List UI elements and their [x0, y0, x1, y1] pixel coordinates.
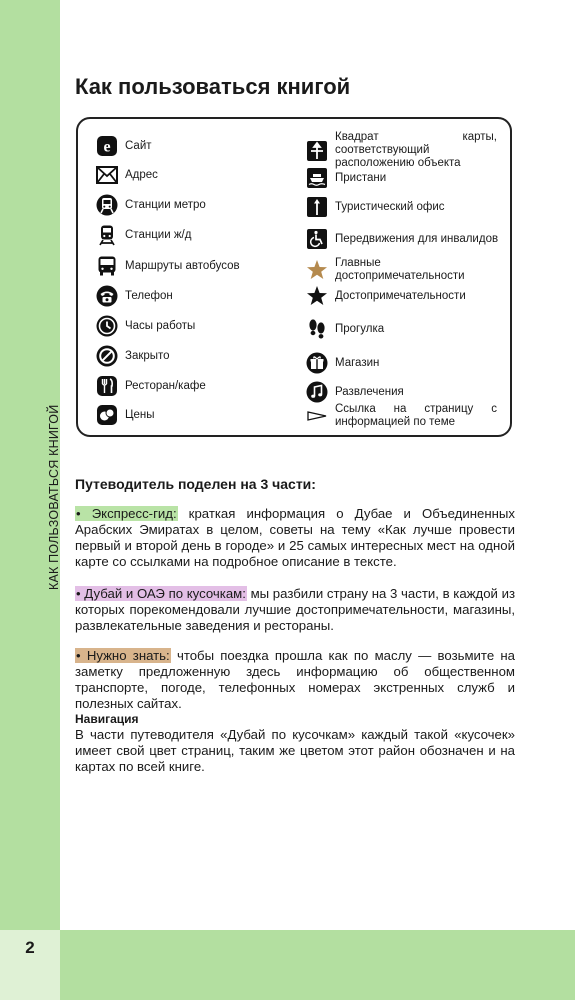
- dubai-pieces-tag: • Дубай и ОАЭ по кусочкам:: [76, 586, 246, 601]
- legend-item-metro: [96, 194, 206, 216]
- map-square-icon: [306, 140, 328, 162]
- walk-footprints-icon: [306, 318, 328, 340]
- legend-item-accessibility: [306, 228, 498, 250]
- bus-icon: [96, 255, 118, 277]
- legend-label: Развлечения: [335, 385, 404, 398]
- legend-item-restaurant: [96, 375, 206, 397]
- legend-label: Телефон: [125, 289, 173, 302]
- legend-item-page-reference: [306, 403, 497, 429]
- website-icon: [96, 135, 118, 157]
- legend-item-phone: [96, 285, 173, 307]
- pier-icon: [306, 167, 328, 189]
- legend-item-shop: [306, 352, 379, 374]
- legend-box: [76, 117, 512, 437]
- page-title: Как пользоваться книгой: [75, 74, 351, 99]
- express-guide-text: краткая информация о Дубае и Объединенных Арабских Эмиратах в целом, советы на тему «Как лучше провести первый и второй день в городе» и 25 самых интересных мест на одной карте со ссылками на подробное описание в тексте.: [75, 506, 515, 569]
- address-icon: [96, 164, 118, 186]
- closed-icon: [96, 345, 118, 367]
- legend-label: Туристический офис: [335, 200, 445, 213]
- shop-gift-icon: [306, 352, 328, 374]
- navigation-text: В части путеводителя «Дубай по кусочкам» каждый такой «кусочек» имеет свой цвет страниц, таким же цветом этот район обозначен и на картах по всей книге.: [75, 727, 515, 774]
- legend-item-train: [96, 224, 191, 246]
- need-to-know-tag: • Нужно знать:: [76, 648, 170, 663]
- legend-item-bus: [96, 255, 240, 277]
- page-reference-arrow-icon: [306, 405, 328, 427]
- legend-label: Цены: [125, 408, 155, 421]
- clock-icon: [96, 315, 118, 337]
- section-express-guide: [75, 506, 515, 570]
- express-guide-tag: • Экспресс-гид:: [76, 506, 177, 521]
- section-need-to-know: [75, 648, 515, 712]
- parts-heading: Путеводитель поделен на 3 части:: [75, 476, 316, 492]
- legend-label: Маршруты автобусов: [125, 259, 240, 272]
- svg-text:e: e: [103, 138, 111, 156]
- legend-label: Закрыто: [125, 349, 170, 362]
- wheelchair-icon: [306, 228, 328, 250]
- legend-label: Магазин: [335, 356, 380, 369]
- legend-label: Прогулка: [335, 322, 385, 335]
- legend-item-tourist-office: [306, 196, 445, 218]
- legend-item-main-sights: [306, 257, 510, 283]
- legend-item-map-square: [306, 131, 497, 170]
- legend-item-entertainment: [306, 381, 404, 403]
- legend-label: Сайт: [125, 139, 152, 152]
- sight-star-icon: [306, 285, 328, 307]
- legend-item-prices: [96, 404, 155, 426]
- legend-label: Станции метро: [125, 198, 206, 211]
- legend-label: Достопримечательности: [335, 289, 466, 302]
- legend-label: Квадрат карты, соответствующий расположению объекта: [335, 131, 497, 169]
- bottom-color-bar: [0, 930, 575, 1000]
- legend-label: Передвижения для инвалидов: [335, 232, 499, 245]
- side-chapter-label: КАК ПОЛЬЗОВАТЬСЯ КНИГОЙ: [47, 404, 61, 590]
- legend-label: Адрес: [125, 168, 158, 181]
- legend-label: Станции ж/д: [125, 228, 192, 241]
- legend-label: Главные достопримечательности: [335, 257, 465, 282]
- phone-icon: [96, 285, 118, 307]
- legend-item-walk: [306, 318, 384, 340]
- legend-item-closed: [96, 345, 170, 367]
- entertainment-music-icon: [306, 381, 328, 403]
- legend-item-sights: [306, 285, 466, 307]
- legend-item-website: [96, 135, 152, 157]
- legend-label: Ресторан/кафе: [125, 379, 206, 392]
- need-to-know-text: чтобы поездка прошла как по маслу — возьмите на заметку предложенную здесь информацию об общественном транспорте, погоде, телефонных номерах экстренных служб и полезных сайтах.: [75, 648, 515, 711]
- legend-label: Часы работы: [125, 319, 196, 332]
- navigation-heading: Навигация: [75, 712, 139, 726]
- main-sight-star-icon: [306, 259, 328, 281]
- section-dubai-pieces: [75, 586, 515, 634]
- tourist-office-icon: [306, 196, 328, 218]
- legend-label: Пристани: [335, 171, 387, 184]
- legend-item-hours: [96, 315, 195, 337]
- train-icon: [96, 224, 118, 246]
- metro-icon: [96, 194, 118, 216]
- page-number: 2: [25, 938, 35, 957]
- dubai-pieces-text: мы разбили страну на 3 части, в каждой из которых порекомендовали лучшие достопримечательности, магазины, развлекательные заведения и рестораны.: [75, 586, 515, 633]
- restaurant-icon: [96, 375, 118, 397]
- legend-item-pier: [306, 167, 386, 189]
- prices-icon: [96, 404, 118, 426]
- legend-item-address: [96, 164, 158, 186]
- legend-label: Ссылка на страницу с информацией по теме: [335, 403, 497, 428]
